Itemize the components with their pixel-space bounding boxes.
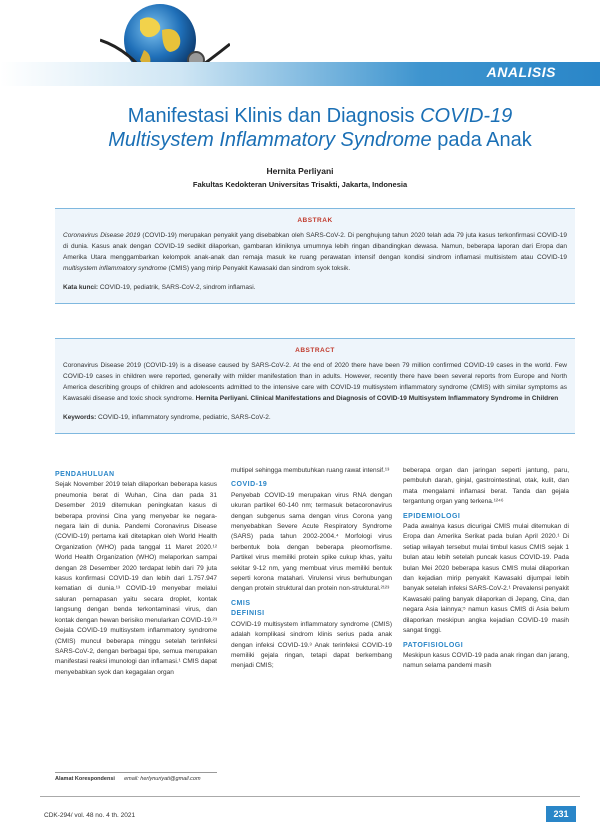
col2-text2: Penyebab COVID-19 merupakan virus RNA dengan ukuran partikel 60-140 nm; termasuk betacoronavirus dengan subgenus sama dengan virus Corona yang menyebabkan Severe Acute Respiratory Syndrome (SARS) pada tahun 2002-2004.⁴ Morfologi virus berbentuk bola dengan beberapa pleomorfisme. Partikel virus memiliki protein spike cukup khas, yaitu sekitar 9-12 nm, yang membuat virus memiliki bentuk seperti korona matahari. Virulensi virus berhubungan dengan protein struktural dan protein non-struktural.²¹²³ xyxy=(231,491,392,593)
heading-epidemiologi: EPIDEMIOLOGI xyxy=(403,512,461,520)
heading-covid19: COVID-19 xyxy=(231,481,268,489)
heading-cmis: CMIS xyxy=(231,599,251,607)
heading-pendahuluan: PENDAHULUAN xyxy=(55,471,115,478)
abstract-body-text: Coronavirus Disease 2019 (COVID-19) is a disease caused by SARS-CoV-2. At the end of 2020 there have been 79 million confirmed COVID-19 cases in the world. Few COVID-19 cases in children were reported, generally with milder manifestation than in adults. However, recently there have been several reports from Europe and North America describing groups of children and adolescents admitted to the intensive care with COVID-19 multisystem inflammatory syndrome (CMIS) with similar symptoms as Kawasaki disease and toxic shock syndrome. xyxy=(63,362,567,402)
title-line2-plain: pada Anak xyxy=(431,129,532,151)
abstrak-body-b: (COVID-19) merupakan penyakit yang disebabkan oleh SARS-CoV-2. Di penghujung tahun 2020 telah ada 79 juta kasus terkonfirmasi COVID-19 di dunia. Kasus anak dengan COVID-19 sedikit dilaporkan, gambaran kliniknya umumnya lebih ringan dibandingkan dewasa. Namun, beberapa laporan dari Eropa dan Amerika Utara menggambarkan kelompok anak-anak dan remaja masuk ke ruang perawatan intensif dengan kondisi sindrom inflamasi multisistem atau COVID-19 xyxy=(63,232,567,261)
abstrak-body-a: Coronavirus Disease 2019 xyxy=(63,232,141,239)
abstract-keywords-label: Keywords: xyxy=(63,414,97,421)
title-line2-italic: Multisystem Inflammatory Syndrome xyxy=(108,129,432,151)
abstrak-keywords-label: Kata kunci: xyxy=(63,284,99,291)
heading-definisi: DEFINISI xyxy=(231,610,265,618)
page-number: 231 xyxy=(546,806,576,822)
column-1 xyxy=(55,466,217,678)
col3-text3: Meskipun kasus COVID-19 pada anak ringan dan jarang, namun selama pandemi masih xyxy=(403,651,569,670)
abstrak-body-d: (CMIS) yang mirip Penyakit Kawasaki dan sindrom syok toksik. xyxy=(166,265,351,272)
col3-text1: beberapa organ dan jaringan seperti jantung, paru, pembuluh darah, ginjal, gastrointestinal, otak, kulit, dan mata mengalami inflamasi berat. Tanda dan gejala tergantung organ yang terkena.¹²⁴⁶ xyxy=(403,467,569,506)
footer-divider xyxy=(40,796,580,797)
article-title xyxy=(40,104,600,152)
abstract-box xyxy=(55,338,575,434)
abstract-citation: Hernita Perliyani. Clinical Manifestations and Diagnosis of COVID-19 Multisystem Inflammatory Syndrome in Children xyxy=(195,395,559,402)
abstract-heading: ABSTRACT xyxy=(295,347,335,354)
column-3 xyxy=(403,466,569,672)
affiliation: Fakultas Kedokteran Universitas Trisakti, Jakarta, Indonesia xyxy=(192,180,408,189)
footnote-divider xyxy=(55,772,217,773)
title-line1-italic: COVID-19 xyxy=(420,105,513,127)
heading-patofisiologi: PATOFISIOLOGI xyxy=(403,641,464,649)
col2-text3: COVID-19 multisystem inflammatory syndrome (CMIS) adalah komplikasi sindrom klinis serius pada anak dengan infeksi COVID-19.³ Anak terinfeksi COVID-19 memiliki gejala ringan, tetapi dapat berkembang menjadi CMIS; xyxy=(231,620,392,670)
abstrak-body-c: multisystem inflammatory syndrome xyxy=(63,265,167,272)
author-name: Hernita Perliyani xyxy=(266,166,334,176)
footnote-label: Alamat Korespondensi xyxy=(55,776,115,782)
abstrak-keywords xyxy=(63,282,567,293)
abstrak-box xyxy=(55,208,575,304)
journal-info: CDK-294/ vol. 48 no. 4 th. 2021 xyxy=(44,812,136,819)
abstract-keywords xyxy=(63,412,567,423)
footnote-email: email: herlynuriyati@gmail.com xyxy=(124,776,201,782)
column-2 xyxy=(231,466,392,672)
footnote xyxy=(55,776,201,782)
abstrak-heading: ABSTRAK xyxy=(297,217,333,224)
col3-text2: Pada awalnya kasus dicurigai CMIS mulai ditemukan di Eropa dan Amerika Serikat pada bulan April 2020.¹ Di setiap wilayah tersebut mulai timbul kasus CMIS sejak 1 bulan atau lebih setelah puncak kasus COVID-19. Pada bulan Mei 2020 beberapa kasus CMIS mulai dilaporkan dan kejadian mirip penyakit Kawasaki dijumpai lebih banyak setelah infeksi SARS-CoV-2.¹ Prevalensi penyakit Kawasaki paling banyak dilaporkan di Jepang, Cina, dan negara Asia lainnya;⁵ namun kasus CMIS di Asia belum dilaporkan meskipun angka kejadian COVID-19 masih sangat tinggi. xyxy=(403,523,569,635)
col2-text1: multipel sehingga membutuhkan ruang rawat intensif.¹³ xyxy=(231,467,390,474)
abstract-body xyxy=(63,360,567,404)
col1-text: Sejak November 2019 telah dilaporkan beberapa kasus pneumonia berat di Wuhan, Cina dan pada 31 Desember 2019 ditemukan peningkatan kasus di beberapa provinsi Cina yang menyebar ke negara-negara lain di dunia. Pandemi Coronavirus Disease (COVID-19) pertama kali ditetapkan oleh World Health Organization (WHO) pada tanggal 11 Maret 2020.¹² World Health Organization (WHO) melaporkan sampai dengan 28 Desember 2020 terdapat lebih dari 79 juta kasus konfirmasi COVID-19 dan lebih dari 1.757.947 kematian di dunia.¹³ COVID-19 menyebar melalui saluran pernapasan yaitu secara droplet, kontak langsung dengan benda terkontaminasi virus, dan kontak dengan hewan berisiko menularkan COVID-19.²³ Gejala COVID-19 multisystem inflammatory syndrome (CMIS) muncul beberapa minggu setelah terinfeksi SARS-CoV-2, dengan berbagai tipe, semua merupakan manifestasi reaksi imunologi dan inflamasi.¹ CMIS dapat menyebabkan syok dan kegagalan organ xyxy=(55,481,217,676)
section-label: ANALISIS xyxy=(486,64,556,80)
abstrak-keywords-text: COVID-19, pediatrik, SARS-CoV-2, sindrom inflamasi. xyxy=(98,284,256,291)
abstract-keywords-text: COVID-19, inflammatory syndrome, pediatric, SARS-CoV-2. xyxy=(96,414,271,421)
title-line1-plain: Manifestasi Klinis dan Diagnosis xyxy=(127,105,421,127)
abstrak-body xyxy=(63,230,567,274)
